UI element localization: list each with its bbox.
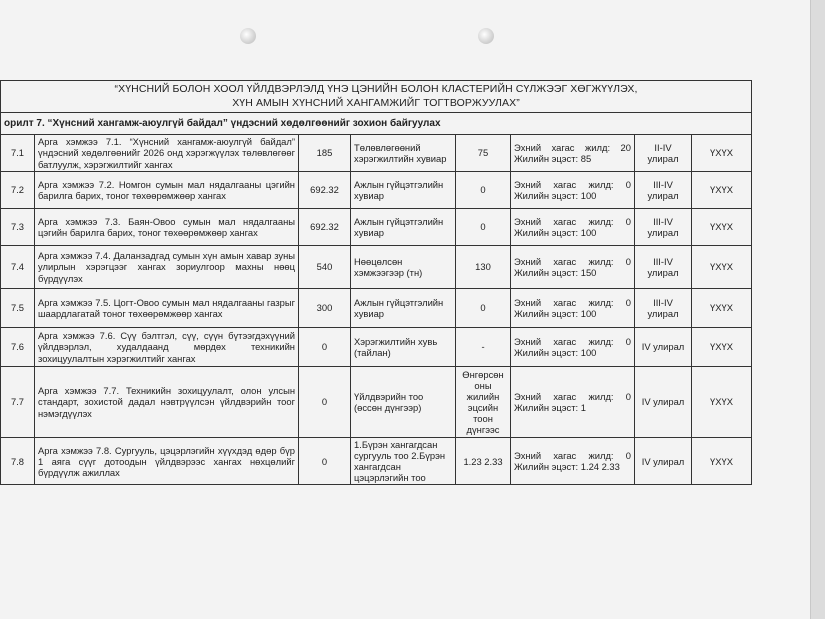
target-value: Эхний хагас жилд: 0 Жилийн эцэст: 150: [511, 246, 635, 289]
budget-value: 692.32: [299, 172, 351, 209]
responsible-org: ҮХҮХ: [692, 209, 752, 246]
action-description: Арга хэмжээ 7.1. “Хүнсний хангамж-аюулгүй байдал” үндэсний хөдөлгөөнийг 2026 онд хэрэгжүүлэх төлөвлөгөөг батлуулж, хэрэгжилтийг хангах: [35, 135, 299, 172]
table-row: [1, 328, 752, 367]
period: III-IV улирал: [635, 289, 692, 328]
row-number: 7.8: [1, 438, 35, 485]
action-description: Арга хэмжээ 7.4. Даланзадгад сумын хүн амын хавар зуны улирлын хэрэгцээг хангах зориулгоор махны нөөц бүрдүүлэх: [35, 246, 299, 289]
indicator: Нөөцөлсөн хэмжээгээр (тн): [351, 246, 456, 289]
baseline-value: Өнгөрсөн оны жилийн эцсийн тоон дүнгээс: [456, 367, 511, 438]
target-value: Эхний хагас жилд: 0 Жилийн эцэст: 100: [511, 172, 635, 209]
table-row: [1, 438, 752, 485]
budget-value: 0: [299, 328, 351, 367]
budget-value: 300: [299, 289, 351, 328]
budget-value: 185: [299, 135, 351, 172]
action-description: Арга хэмжээ 7.6. Сүү бэлтгэл, сүү, сүүн бүтээгдэхүүний үйлдвэрлэл, худалдаанд мөрдөх техникийн зохицуулалтын хэрэгжилтийг хангах: [35, 328, 299, 367]
action-description: Арга хэмжээ 7.7. Техникийн зохицуулалт, олон улсын стандарт, зохистой дадал нэвтрүүлсэн үйлдвэрийн тоог нэмэгдүүлэх: [35, 367, 299, 438]
period: IV улирал: [635, 367, 692, 438]
document-title: [1, 81, 752, 113]
indicator: Ажлын гүйцэтгэлийн хувиар: [351, 209, 456, 246]
target-value: Эхний хагас жилд: 0 Жилийн эцэст: 100: [511, 289, 635, 328]
row-number: 7.4: [1, 246, 35, 289]
indicator: Ажлын гүйцэтгэлийн хувиар: [351, 289, 456, 328]
period: IV улирал: [635, 438, 692, 485]
action-description: Арга хэмжээ 7.2. Номгон сумын мал нядалгааны цэгийн барилга барих, тоног төхөөрөмжөөр хангах: [35, 172, 299, 209]
action-description: Арга хэмжээ 7.8. Сургууль, цэцэрлэгийн хүүхдэд өдөр бүр 1 аяга сүүг дотоодын үйлдвэрээс хангах нөхцөлийг бүрдүүлж ажиллах: [35, 438, 299, 485]
responsible-org: ҮХҮХ: [692, 172, 752, 209]
responsible-org: ҮХҮХ: [692, 367, 752, 438]
baseline-value: 130: [456, 246, 511, 289]
target-value: Эхний хагас жилд: 0 Жилийн эцэст: 100: [511, 209, 635, 246]
table-row: [1, 209, 752, 246]
page-edge: [810, 0, 825, 619]
responsible-org: ҮХҮХ: [692, 289, 752, 328]
section-heading: орилт 7. “Хүнсний хангамж-аюулгүй байдал” үндэсний хөдөлгөөнийг зохион байгуулах: [1, 113, 752, 135]
period: IV улирал: [635, 328, 692, 367]
budget-value: 540: [299, 246, 351, 289]
baseline-value: 0: [456, 209, 511, 246]
row-number: 7.7: [1, 367, 35, 438]
table-row: [1, 135, 752, 172]
responsible-org: ҮХҮХ: [692, 246, 752, 289]
title-line-1: “ХҮНСНИЙ БОЛОН ХООЛ ҮЙЛДВЭРЛЭЛД ҮНЭ ЦЭНИЙН БОЛОН КЛАСТЕРИЙН СҮЛЖЭЭГ ХӨГЖҮҮЛЭХ,: [114, 83, 638, 96]
baseline-value: 0: [456, 172, 511, 209]
period: III-IV улирал: [635, 172, 692, 209]
baseline-value: 0: [456, 289, 511, 328]
target-value: Эхний хагас жилд: 20 Жилийн эцэст: 85: [511, 135, 635, 172]
target-value: Эхний хагас жилд: 0 Жилийн эцэст: 100: [511, 328, 635, 367]
row-number: 7.3: [1, 209, 35, 246]
responsible-org: ҮХҮХ: [692, 438, 752, 485]
indicator: Ажлын гүйцэтгэлийн хувиар: [351, 172, 456, 209]
responsible-org: ҮХҮХ: [692, 328, 752, 367]
table-row: [1, 367, 752, 438]
indicator: Үйлдвэрийн тоо (өссөн дүнгээр): [351, 367, 456, 438]
action-description: Арга хэмжээ 7.3. Баян-Овоо сумын мал нядалгааны цэгийн барилга барих, тоног төхөөрөмжөөр хангах: [35, 209, 299, 246]
table-row: [1, 172, 752, 209]
budget-value: 0: [299, 367, 351, 438]
title-line-2: ХҮН АМЫН ХҮНСНИЙ ХАНГАМЖИЙГ ТОГТВОРЖУУЛАХ”: [232, 96, 520, 109]
row-number: 7.5: [1, 289, 35, 328]
punch-hole: [240, 28, 256, 44]
baseline-value: 75: [456, 135, 511, 172]
row-number: 7.6: [1, 328, 35, 367]
action-description: Арга хэмжээ 7.5. Цогт-Овоо сумын мал нядалгааны газрыг шаардлагатай тоног төхөөрөмжөөр хангах: [35, 289, 299, 328]
indicator: Хэрэгжилтийн хувь (тайлан): [351, 328, 456, 367]
budget-value: 692.32: [299, 209, 351, 246]
target-value: Эхний хагас жилд: 0 Жилийн эцэст: 1.24 2.33: [511, 438, 635, 485]
baseline-value: -: [456, 328, 511, 367]
period: III-IV улирал: [635, 246, 692, 289]
responsible-org: ҮХҮХ: [692, 135, 752, 172]
row-number: 7.2: [1, 172, 35, 209]
action-plan-table: [0, 80, 752, 485]
budget-value: 0: [299, 438, 351, 485]
period: III-IV улирал: [635, 209, 692, 246]
table-row: [1, 289, 752, 328]
table-row: [1, 246, 752, 289]
indicator: Төлөвлөгөөний хэрэгжилтийн хувиар: [351, 135, 456, 172]
indicator: 1.Бүрэн хангагдсан сургууль тоо 2.Бүрэн хангагдсан цэцэрлэгийн тоо: [351, 438, 456, 485]
period: II-IV улирал: [635, 135, 692, 172]
row-number: 7.1: [1, 135, 35, 172]
target-value: Эхний хагас жилд: 0 Жилийн эцэст: 1: [511, 367, 635, 438]
punch-hole: [478, 28, 494, 44]
baseline-value: 1.23 2.33: [456, 438, 511, 485]
